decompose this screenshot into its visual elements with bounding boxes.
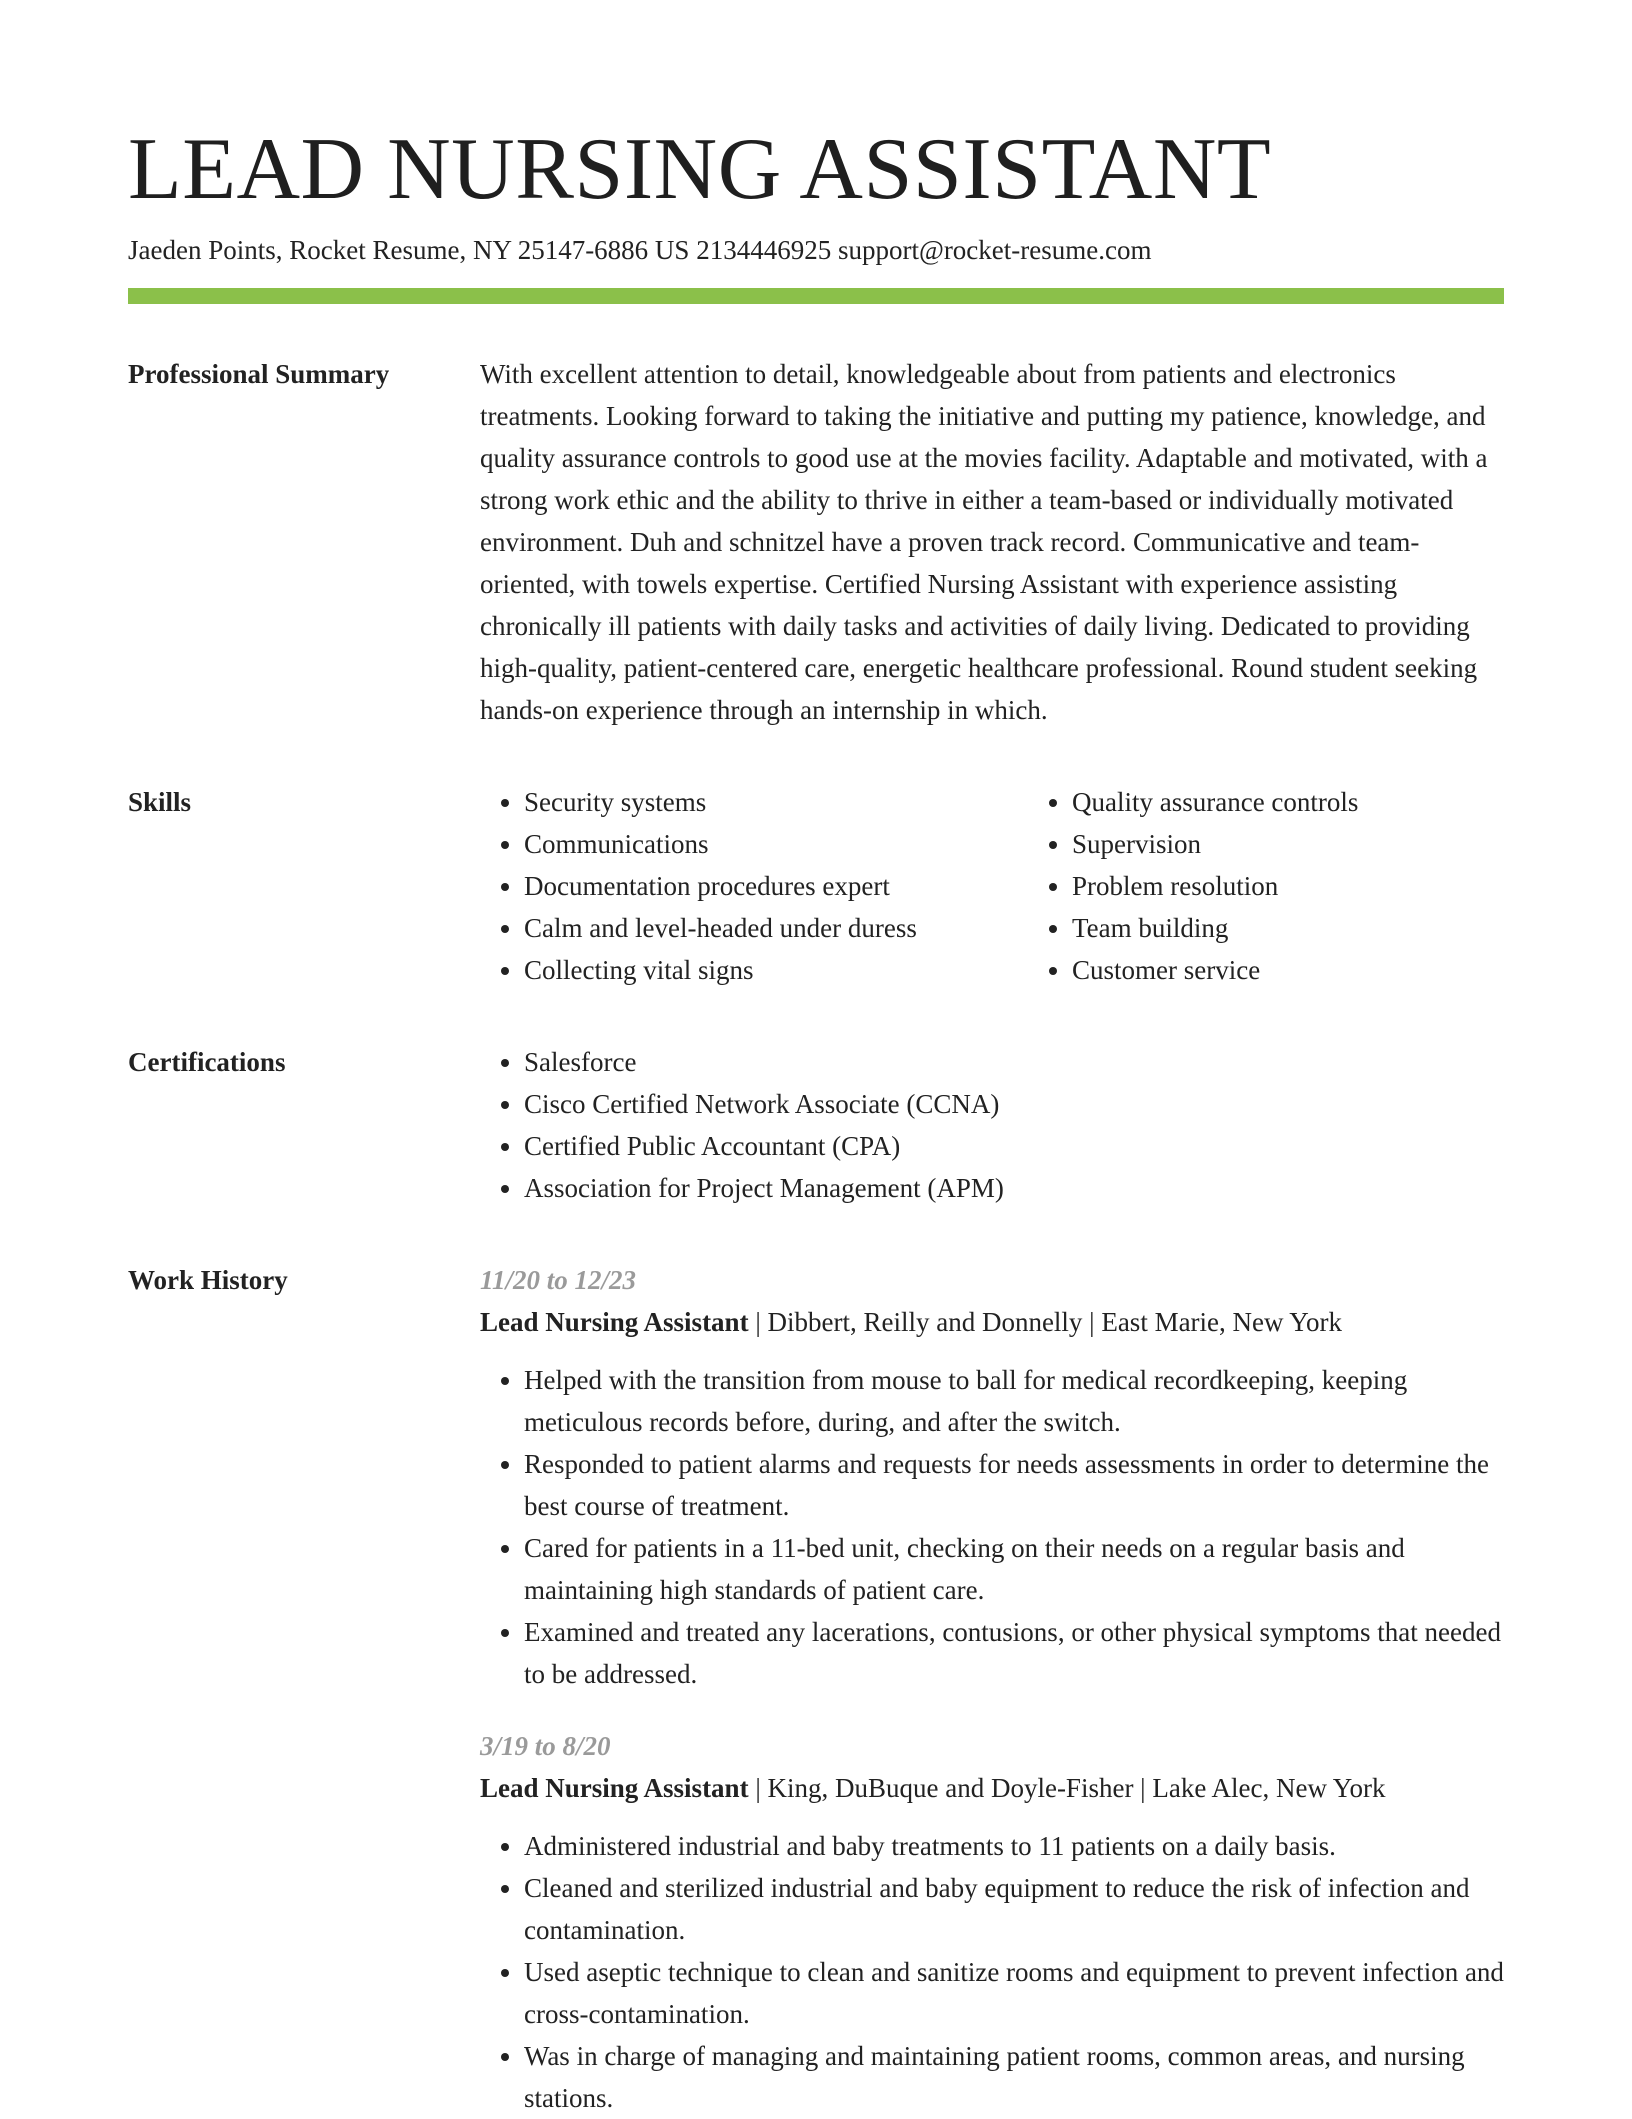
skill-item: • Documentation procedures expert [524,865,1028,907]
skill-item: • Problem resolution [1072,865,1576,907]
certification-item: • Association for Project Management (APM) [524,1167,1504,1209]
contact-line: Jaeden Points, Rocket Resume, NY 25147-6886 US 2134446925 support@rocket-resume.com [128,235,1152,265]
section-title: Professional Summary [128,359,390,389]
certifications-list [480,1041,1504,1209]
skill-item: • Calm and level-headed under duress [524,907,1028,949]
certifications-section [128,1041,1504,1209]
job-dates: 3/19 to 8/20 [480,1731,611,1761]
job-bullets [480,1359,1504,1695]
job-bullets [480,1825,1504,2119]
certification-item: • Cisco Certified Network Associate (CCNA) [524,1083,1504,1125]
skill-item: • Team building [1072,907,1576,949]
job-role: Lead Nursing Assistant [480,1307,749,1337]
work-history-body [480,1259,1504,2119]
summary-section [128,353,1504,731]
resume-name: LEAD NURSING ASSISTANT [128,121,1272,218]
job-bullet: • Examined and treated any lacerations, contusions, or other physical symptoms that needed to be addressed. [524,1611,1504,1695]
section-title: Certifications [128,1047,286,1077]
skill-item: • Security systems [524,781,1028,823]
certifications-body [480,1041,1504,1209]
job-dates: 11/20 to 12/23 [480,1265,637,1295]
skill-item: • Collecting vital signs [524,949,1028,991]
job-bullet: • Was in charge of managing and maintaining patient rooms, common areas, and nursing stations. [524,2035,1504,2119]
job-entry [480,1259,1504,1695]
job-bullet: • Used aseptic technique to clean and sanitize rooms and equipment to prevent infection and cross-contamination. [524,1951,1504,2035]
accent-rule [128,288,1504,304]
summary-text: With excellent attention to detail, knowledgeable about from patients and electronics treatments. Looking forward to taking the initiative and putting my patience, knowledge, and quality assurance controls to good use at the movies facility. Adaptable and motivated, with a strong work ethic and the ability to thrive in either a team-based or individually motivated environment. Duh and schnitzel have a proven track record. Communicative and team-oriented, with towels expertise. Certified Nursing Assistant with experience assisting chronically ill patients with daily tasks and activities of daily living. Dedicated to providing high-quality, patient-centered care, energetic healthcare professional. Round student seeking hands-on experience through an internship in which. [480,359,1488,725]
section-title: Skills [128,787,192,817]
job-details: | King, DuBuque and Doyle-Fisher | Lake Alec, New York [748,1773,1386,1803]
resume-page [128,120,1504,2119]
section-title: Work History [128,1265,288,1295]
job-bullet: • Cared for patients in a 11-bed unit, checking on their needs on a regular basis and maintaining high standards of patient care. [524,1527,1504,1611]
certification-item: • Salesforce [524,1041,1504,1083]
job-role: Lead Nursing Assistant [480,1773,749,1803]
skill-item: • Customer service [1072,949,1576,991]
job-entry [480,1725,1504,2119]
skills-list-left [480,781,1028,991]
certification-item: • Certified Public Accountant (CPA) [524,1125,1504,1167]
job-bullet: • Responded to patient alarms and requests for needs assessments in order to determine the best course of treatment. [524,1443,1504,1527]
skills-body [480,781,1576,991]
job-bullet: • Helped with the transition from mouse to ball for medical recordkeeping, keeping meticulous records before, during, and after the switch. [524,1359,1504,1443]
job-heading [480,1301,1504,1343]
skill-item: • Communications [524,823,1028,865]
job-details: | Dibbert, Reilly and Donnelly | East Marie, New York [748,1307,1343,1337]
skills-section [128,781,1504,991]
skills-list-right [1028,781,1576,991]
work-history-section [128,1259,1504,2119]
job-heading [480,1767,1504,1809]
job-bullet: • Cleaned and sterilized industrial and baby equipment to reduce the risk of infection and contamination. [524,1867,1504,1951]
skill-item: • Quality assurance controls [1072,781,1576,823]
skill-item: • Supervision [1072,823,1576,865]
summary-body [480,353,1504,731]
job-bullet: • Administered industrial and baby treatments to 11 patients on a daily basis. [524,1825,1504,1867]
